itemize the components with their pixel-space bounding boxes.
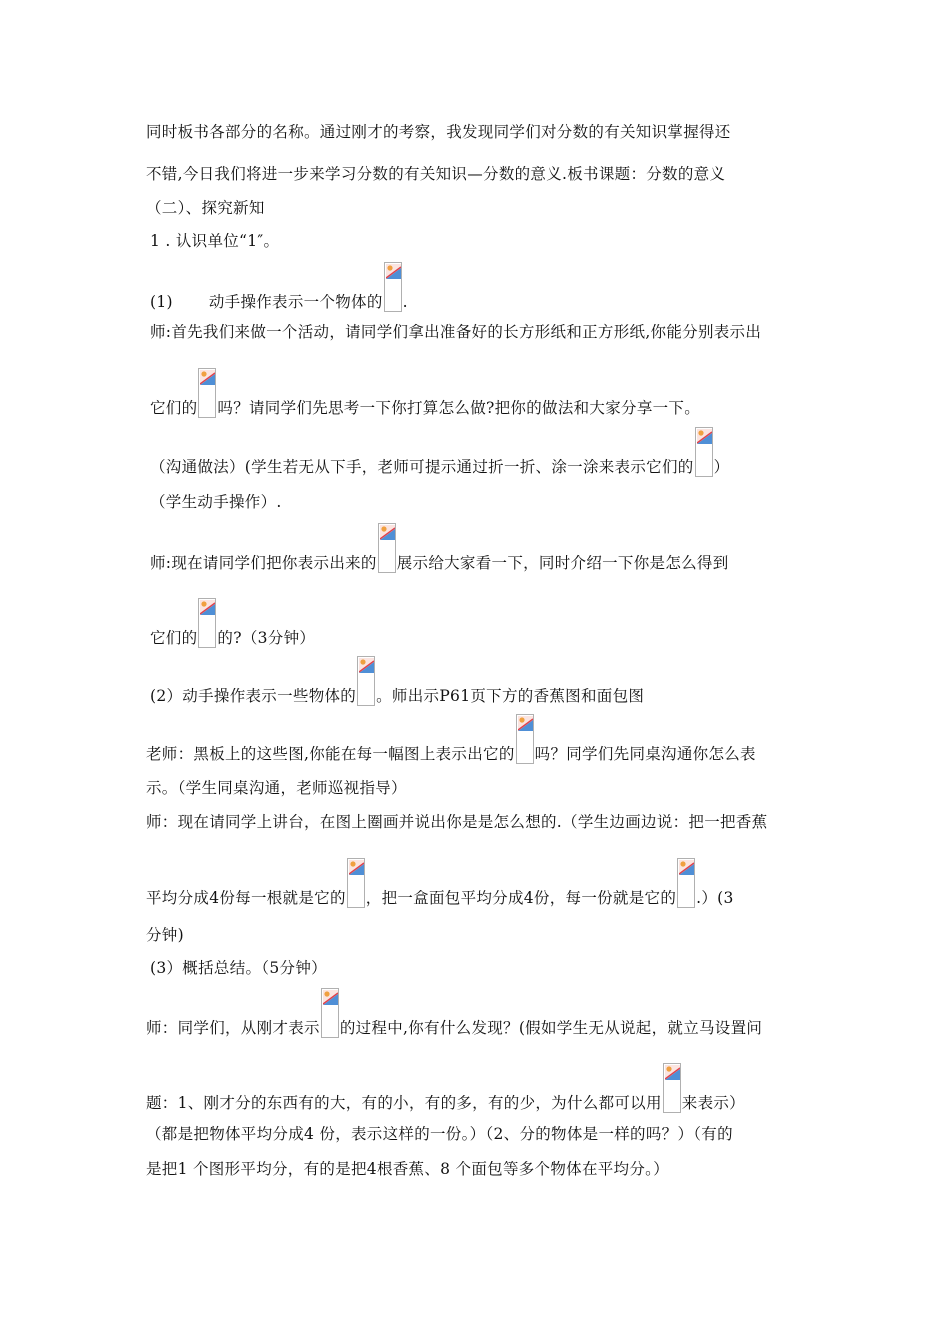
fraction-image-icon — [378, 523, 396, 573]
fraction-image-icon — [677, 858, 695, 908]
text-line: 同时板书各部分的名称。通过刚才的考察，我发现同学们对分数的有关知识掌握得还 — [146, 123, 731, 141]
text-line: 师：现在请同学上讲台，在图上圈画并说出你是是怎么想的.（学生边画边说：把一把香蕉 — [146, 813, 768, 831]
fraction-image-icon — [695, 427, 713, 477]
text-line: 师:首先我们来做一个活动，请同学们拿出准备好的长方形纸和正方形纸,你能分别表示出 — [150, 323, 762, 341]
text-line: （学生动手操作）. — [150, 493, 282, 511]
text-line: 师：同学们，从刚才表示 的过程中,你有什么发现？(假如学生无从说起，就立马设置问 — [146, 988, 762, 1038]
text-line: （沟通做法）(学生若无从下手，老师可提示通过折一折、涂一涂来表示它们的 ） — [150, 427, 729, 477]
text-line: 是把1 个图形平均分，有的是把4根香蕉、8 个面包等多个物体在平均分。） — [146, 1160, 669, 1178]
fraction-image-icon — [357, 656, 375, 706]
subsection-heading: 1 . 认识单位“1″。 — [150, 232, 280, 250]
fraction-image-icon — [198, 598, 216, 648]
text-line: (1) 动手操作表示一个物体的 . — [150, 262, 408, 312]
text-line: 题：1、刚才分的东西有的大，有的小，有的多，有的少，为什么都可以用 来表示） — [146, 1063, 745, 1113]
text-line: 它们的 吗？请同学们先思考一下你打算怎么做?把你的做法和大家分享一下。 — [150, 368, 700, 418]
text-line: (2）动手操作表示一些物体的 。师出示P61页下方的香蕉图和面包图 — [150, 656, 644, 706]
text-line: 平均分成4份每一根就是它的 ，把一盒面包平均分成4份，每一份就是它的 .）(3 — [146, 858, 734, 908]
fraction-image-icon — [663, 1063, 681, 1113]
section-heading: （二）、探究新知 — [146, 199, 265, 217]
fraction-image-icon — [384, 262, 402, 312]
fraction-image-icon — [198, 368, 216, 418]
text-line: 分钟) — [146, 926, 184, 944]
fraction-image-icon — [321, 988, 339, 1038]
text-line: 示。（学生同桌沟通，老师巡视指导） — [146, 779, 407, 797]
text-line: 老师：黑板上的这些图,你能在每一幅图上表示出它的 吗？同学们先同桌沟通你怎么表 — [146, 714, 756, 764]
text-line: （都是把物体平均分成4 份，表示这样的一份。）（2、分的物体是一样的吗？）（有的 — [146, 1125, 733, 1143]
text-line: 不错,今日我们将进一步来学习分数的有关知识—分数的意义.板书课题：分数的意义 — [146, 165, 726, 183]
fraction-image-icon — [347, 858, 365, 908]
subsection-heading: (3）概括总结。（5分钟） — [150, 959, 327, 977]
text-line: 它们的 的?（3分钟） — [150, 598, 315, 648]
text-line: 师:现在请同学们把你表示出来的 展示给大家看一下，同时介绍一下你是怎么得到 — [150, 523, 729, 573]
fraction-image-icon — [516, 714, 534, 764]
